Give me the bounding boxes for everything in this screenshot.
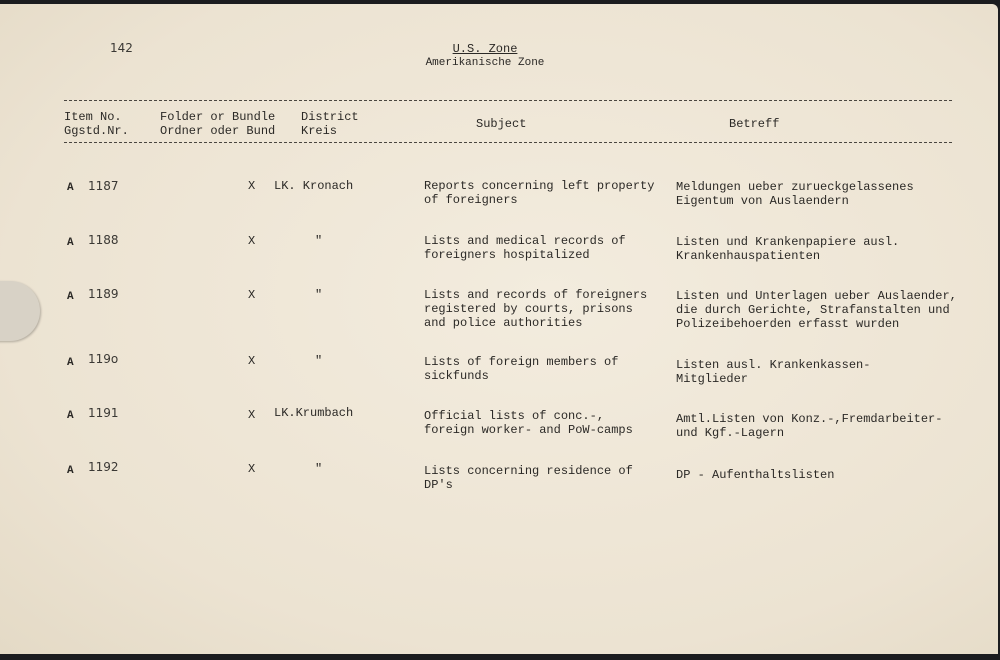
item-number: 1191	[88, 406, 119, 420]
item-number: 1188	[88, 233, 119, 247]
subject: Lists concerning residence of DP's	[424, 464, 633, 492]
header-rule-top	[64, 100, 952, 101]
header-rule-bottom	[64, 142, 952, 143]
col-header-folder: Folder or Bundle Ordner oder Bund	[160, 110, 276, 138]
item-number: 1192	[88, 460, 119, 474]
district: "	[315, 288, 323, 302]
col-header-betreff: Betreff	[729, 117, 780, 131]
betreff: Meldungen ueber zurueckgelassenes Eigentum von Auslaendern	[676, 180, 914, 208]
document-page	[0, 4, 998, 654]
item-prefix: A	[67, 291, 74, 303]
folder-mark: X	[248, 288, 256, 302]
district: "	[315, 234, 323, 248]
folder-mark: X	[248, 462, 256, 476]
subject: Official lists of conc.-, foreign worker- and PoW-camps	[424, 409, 633, 437]
zone-title-de: Amerikanische Zone	[425, 57, 545, 69]
district: LK.Krumbach	[274, 406, 354, 420]
betreff: Listen und Unterlagen ueber Auslaender, die durch Gerichte, Strafanstalten und Polizeibehoerden erfasst wurden	[676, 289, 957, 331]
betreff: Listen und Krankenpapiere ausl. Krankenhauspatienten	[676, 235, 900, 263]
item-number: 119o	[88, 352, 119, 366]
folder-mark: X	[248, 354, 256, 368]
betreff: DP - Aufenthaltslisten	[676, 468, 835, 482]
folder-mark: X	[248, 234, 256, 248]
subject: Lists of foreign members of sickfunds	[424, 355, 619, 383]
zone-title-en: U.S. Zone	[452, 42, 518, 56]
betreff: Listen ausl. Krankenkassen- Mitglieder	[676, 358, 871, 386]
item-prefix: A	[67, 410, 74, 422]
subject: Lists and medical records of foreigners hospitalized	[424, 234, 626, 262]
item-number: 1187	[88, 179, 119, 193]
district: LK. Kronach	[274, 179, 354, 193]
folder-mark: X	[248, 408, 256, 422]
subject: Reports concerning left property of foreigners	[424, 179, 655, 207]
item-prefix: A	[67, 465, 74, 477]
item-prefix: A	[67, 182, 74, 194]
district: "	[315, 354, 323, 368]
district: "	[315, 462, 323, 476]
col-header-district: District Kreis	[301, 110, 359, 138]
page-title	[0, 42, 970, 69]
item-number: 1189	[88, 287, 119, 301]
binder-tab	[0, 281, 40, 341]
betreff: Amtl.Listen von Konz.-,Fremdarbeiter- und Kgf.-Lagern	[676, 412, 943, 440]
item-prefix: A	[67, 357, 74, 369]
col-header-item: Item No. Ggstd.Nr.	[64, 110, 129, 138]
subject: Lists and records of foreigners registered by courts, prisons and police authorities	[424, 288, 648, 330]
page-number: 142	[110, 41, 133, 55]
item-prefix: A	[67, 237, 74, 249]
folder-mark: X	[248, 179, 256, 193]
col-header-subject: Subject	[476, 117, 527, 131]
